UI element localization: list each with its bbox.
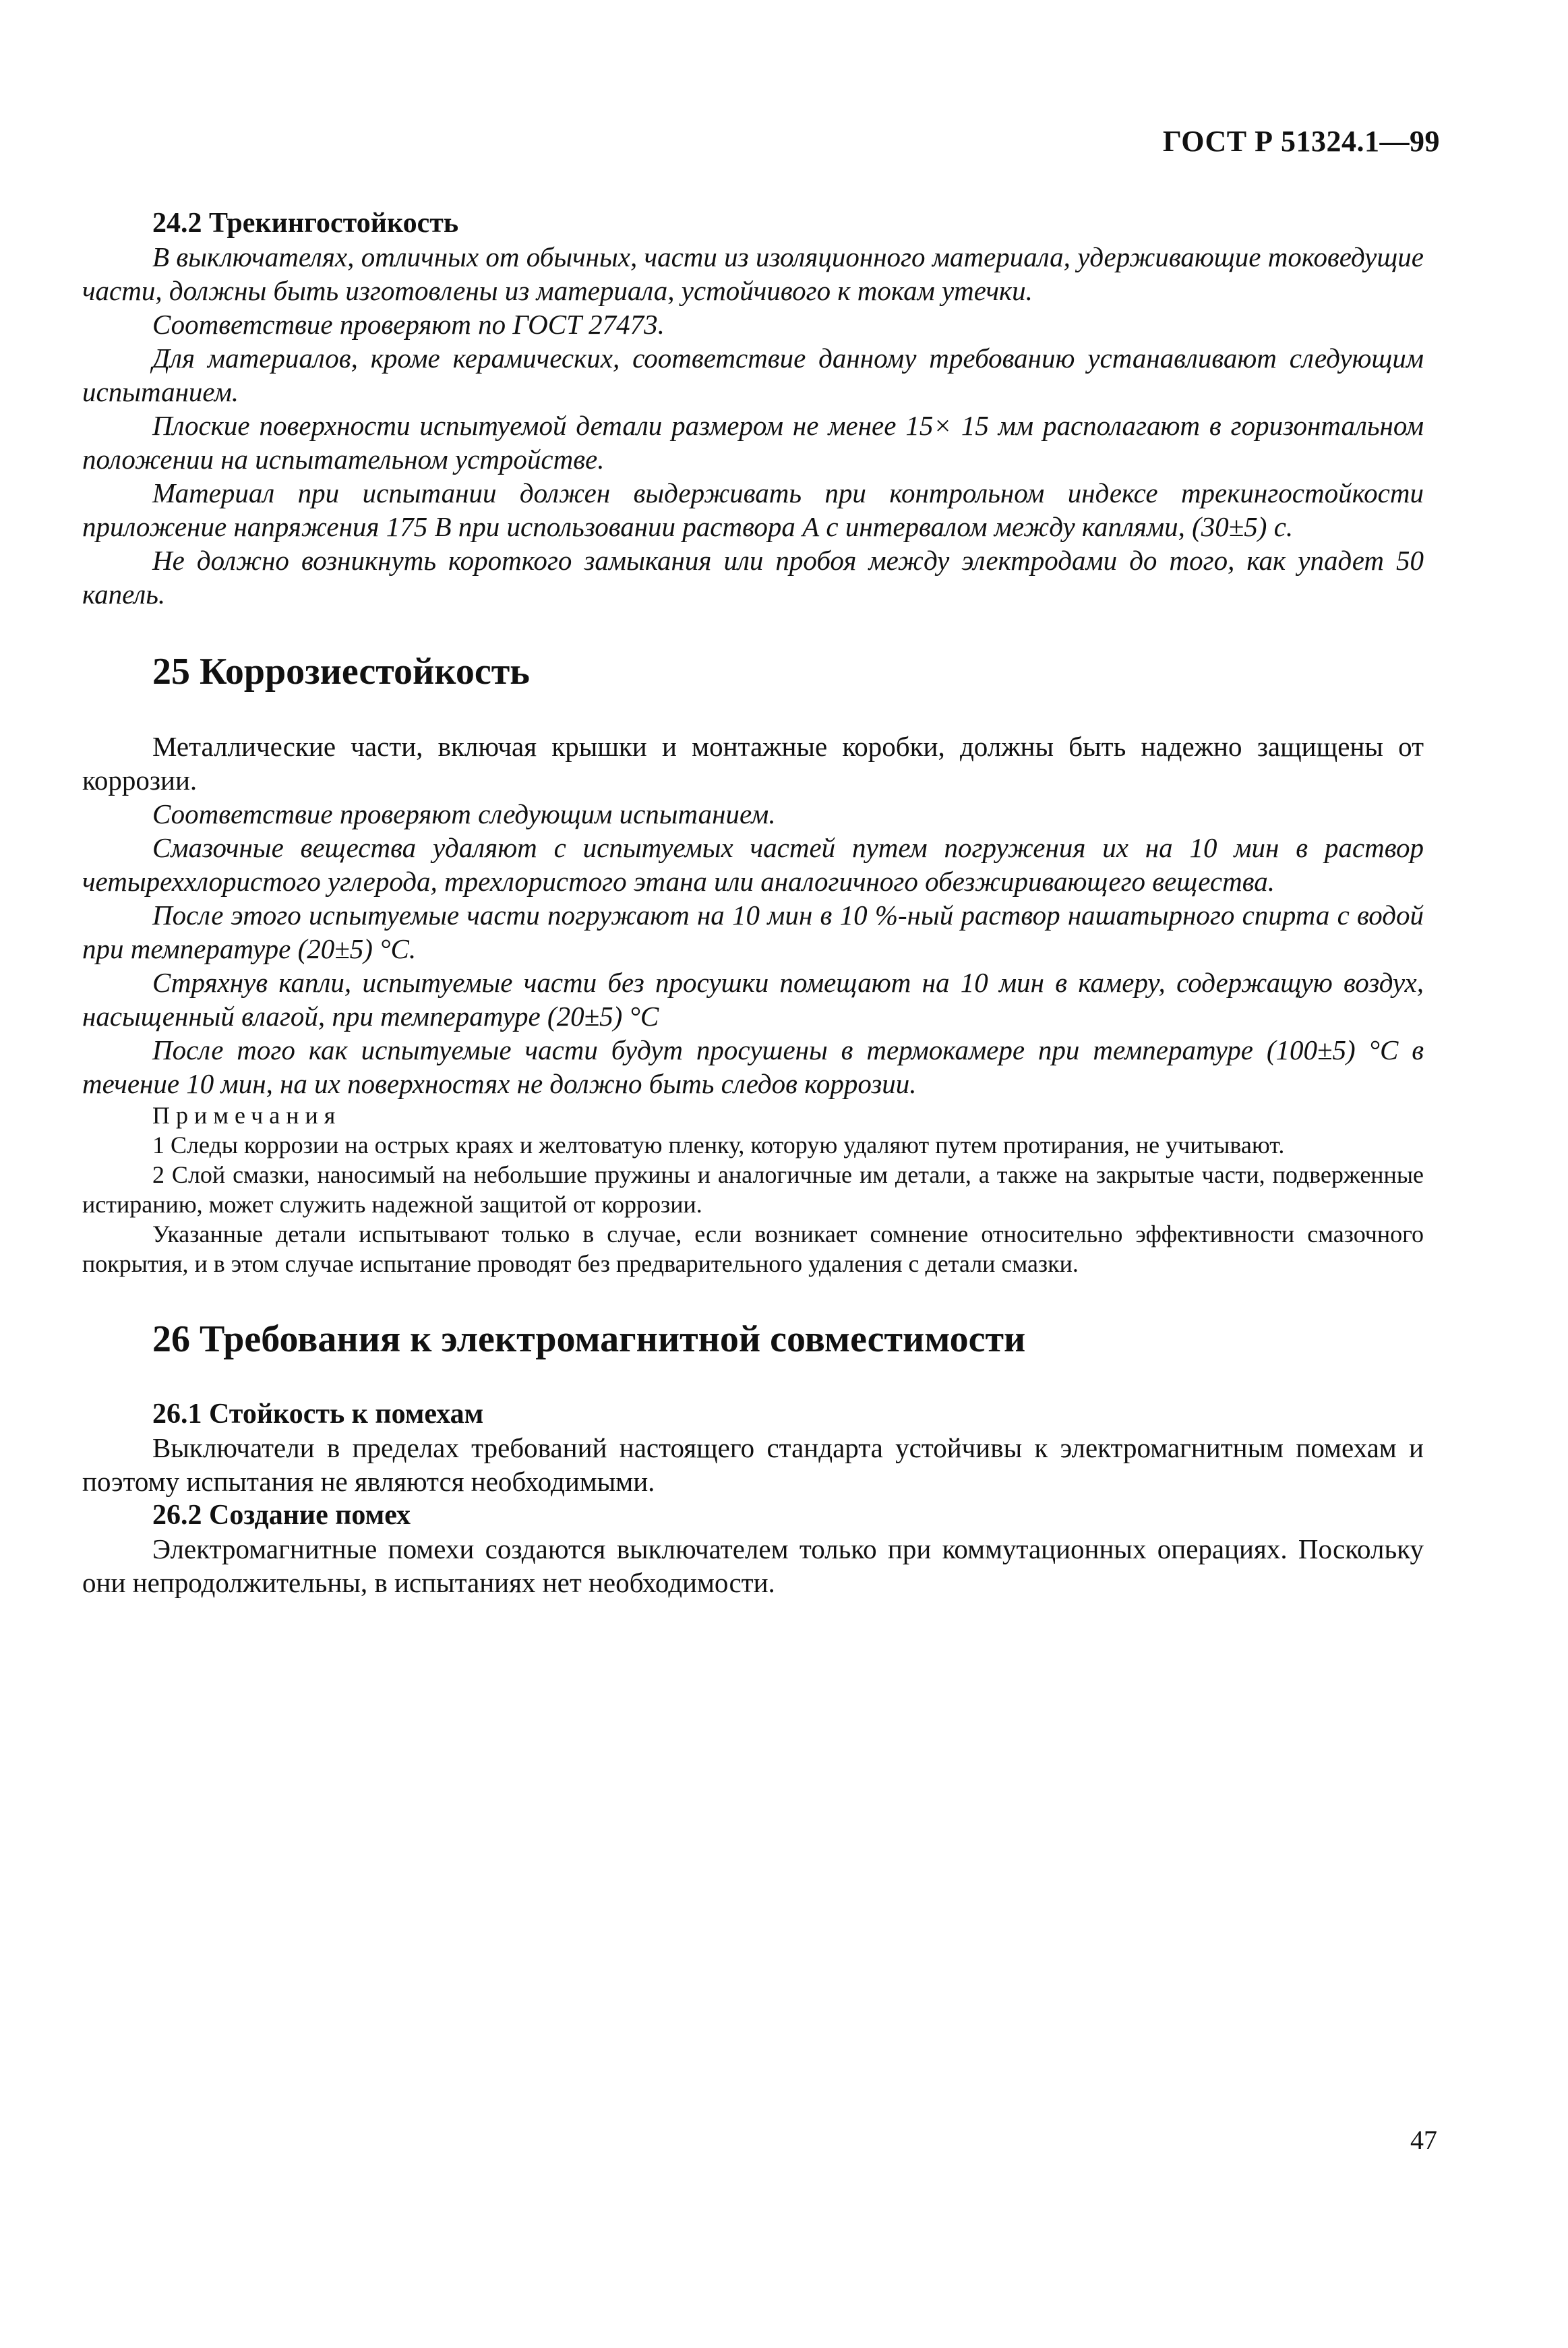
paragraph: Не должно возникнуть короткого замыкания или пробоя между электродами до того, как упадет 50 капель.	[82, 545, 1424, 610]
paragraph: После того как испытуемые части будут просушены в термокамере при температуре (100±5) °С в течение 10 мин, на их поверхностях не должно быть следов коррозии.	[82, 1034, 1424, 1099]
section-24-2-heading: 24.2 Трекингостойкость	[152, 208, 459, 239]
paragraph: Металлические части, включая крышки и монтажные коробки, должны быть надежно защищены от коррозии.	[82, 731, 1424, 796]
page-body	[82, 206, 1424, 1599]
page-number: 47	[1410, 2125, 1437, 2155]
paragraph: Для материалов, кроме керамических, соответствие данному требованию устанавливают следующим испытанием.	[82, 343, 1424, 407]
section-26-2-heading: 26.2 Создание помех	[152, 1500, 411, 1531]
paragraph: В выключателях, отличных от обычных, части из изоляционного материала, удерживающие токоведущие части, должны быть изготовлены из материала, устойчивого к токам утечки.	[82, 241, 1424, 306]
section-26-heading: 26 Требования к электромагнитной совместимости	[152, 1318, 1026, 1360]
note: 1 Следы коррозии на острых краях и желтоватую пленку, которую удаляют путем протирания, не учитывают.	[152, 1132, 1285, 1158]
paragraph: Смазочные вещества удаляют с испытуемых частей путем погружения их на 10 мин в раствор четыреххлористого углерода, трехлористого этана или аналогичного обезжиривающего вещества.	[82, 832, 1424, 897]
paragraph: Соответствие проверяют следующим испытанием.	[152, 798, 776, 829]
paragraph: После этого испытуемые части погружают на 10 мин в 10 %-ный раствор нашатырного спирта с водой при температуре (20±5) °С.	[82, 900, 1424, 964]
standard-number-header: ГОСТ Р 51324.1—99	[1162, 125, 1440, 158]
paragraph: Выключатели в пределах требований настоящего стандарта устойчивы к электромагнитным помехам и поэтому испытания не являются необходимыми.	[82, 1432, 1424, 1497]
paragraph: Плоские поверхности испытуемой детали размером не менее 15× 15 мм располагают в горизонтальном положении на испытательном устройстве.	[82, 410, 1424, 475]
notes-title: Примечания	[152, 1102, 342, 1129]
paragraph: Материал при испытании должен выдерживать при контрольном индексе трекингостойкости приложение напряжения 175 В при использовании раствора А с интервалом между каплями, (30±5) с.	[82, 477, 1424, 542]
paragraph: Стряхнув капли, испытуемые части без просушки помещают на 10 мин в камеру, содержащую воздух, насыщенный влагой, при температуре (20±5) °С	[82, 967, 1424, 1032]
section-26-1-heading: 26.1 Стойкость к помехам	[152, 1399, 484, 1430]
note: Указанные детали испытывают только в случае, если возникает сомнение относительно эффективности смазочного покрытия, и в этом случае испытание проводят без предварительного удаления с детали смазки.	[82, 1221, 1424, 1277]
note: 2 Слой смазки, наносимый на небольшие пружины и аналогичные им детали, а также на закрытые части, подверженные истиранию, может служить надежной защитой от коррозии.	[82, 1161, 1424, 1218]
paragraph: Электромагнитные помехи создаются выключателем только при коммутационных операциях. Поскольку они непродолжительны, в испытаниях нет необходимости.	[82, 1533, 1424, 1598]
paragraph: Соответствие проверяют по ГОСТ 27473.	[152, 309, 665, 340]
section-25-heading: 25 Коррозиестойкость	[152, 651, 530, 693]
